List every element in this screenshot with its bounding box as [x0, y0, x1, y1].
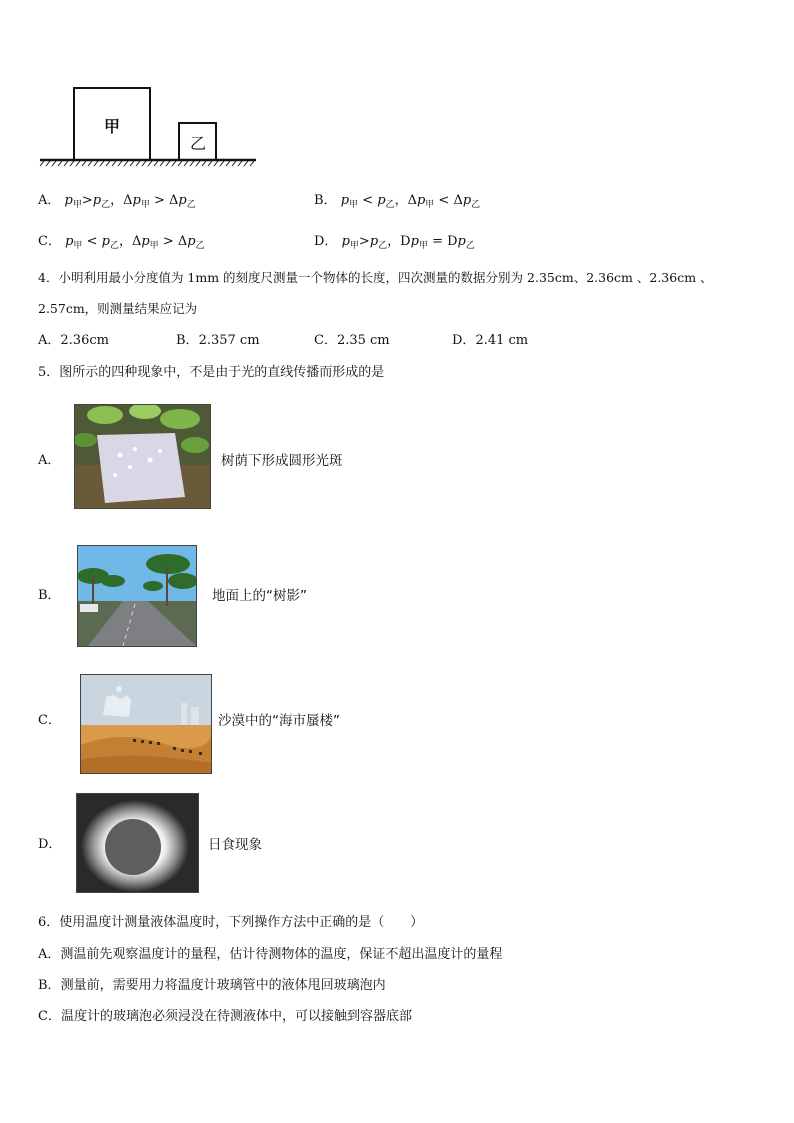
q5-option-d-label: D． — [38, 837, 62, 852]
solar-eclipse-photo — [76, 793, 199, 893]
q5-option-c-label: C． — [38, 713, 61, 728]
q5-stem: 5．图所示的四种现象中，不是由于光的直线传播而形成的是 — [38, 365, 385, 380]
q5-option-b-label: B． — [38, 588, 61, 603]
q5-option-d-caption: 日食现象 — [208, 837, 262, 853]
q5-option-a-caption: 树荫下形成圆形光斑 — [221, 453, 343, 469]
q6-option-b: B．测量前，需要用力将温度计玻璃管中的液体甩回玻璃泡内 — [38, 978, 386, 993]
q5-option-c-caption: 沙漠中的“海市蜃楼” — [218, 713, 340, 729]
blocks-figure — [38, 84, 260, 170]
block-jia-label: 甲 — [104, 117, 121, 136]
q4-option-d: D．2.41 cm — [452, 333, 529, 348]
q6-option-c: C．温度计的玻璃泡必须浸没在待测液体中，可以接触到容器底部 — [38, 1009, 412, 1024]
desert-mirage-photo — [80, 674, 212, 774]
q4-stem-line1: 4．小明利用最小分度值为 1mm 的刻度尺测量一个物体的长度，四次测量的数据分别为 2.35cm、2.36cm 、2.36cm 、 — [38, 270, 713, 285]
q3-option-b: B． $p_甲 < p_乙$，$\Delta p_甲 < \Delta p_乙$ — [314, 193, 481, 210]
q6-option-a: A．测温前先观察温度计的量程，估计待测物体的温度，保证不超出温度计的量程 — [38, 947, 503, 962]
leaf-shadow-photo — [74, 404, 211, 509]
q4-option-c: C．2.35 cm — [314, 333, 390, 348]
q5-option-a-label: A． — [38, 453, 61, 468]
q4-stem-line2: 2.57cm，则测量结果应记为 — [38, 301, 198, 316]
q6-stem: 6．使用温度计测量液体温度时，下列操作方法中正确的是（ ） — [38, 915, 424, 930]
q5-option-b-caption: 地面上的“树影” — [212, 588, 307, 604]
block-yi-label: 乙 — [190, 134, 207, 153]
palm-road-photo — [77, 545, 197, 647]
q3-option-c: C． $p_甲 < p_乙$，$\Delta p_甲 > \Delta p_乙$ — [38, 234, 205, 251]
q4-option-a: A．2.36cm — [38, 333, 109, 348]
q3-option-d: D． $p_甲>p_乙$，$Dp_甲 = Dp_乙$ — [314, 234, 475, 251]
q3-option-a: A． $p_甲>p_乙$，$\Delta p_甲 > \Delta p_乙$ — [38, 193, 196, 210]
q4-option-b: B．2.357 cm — [176, 333, 260, 348]
